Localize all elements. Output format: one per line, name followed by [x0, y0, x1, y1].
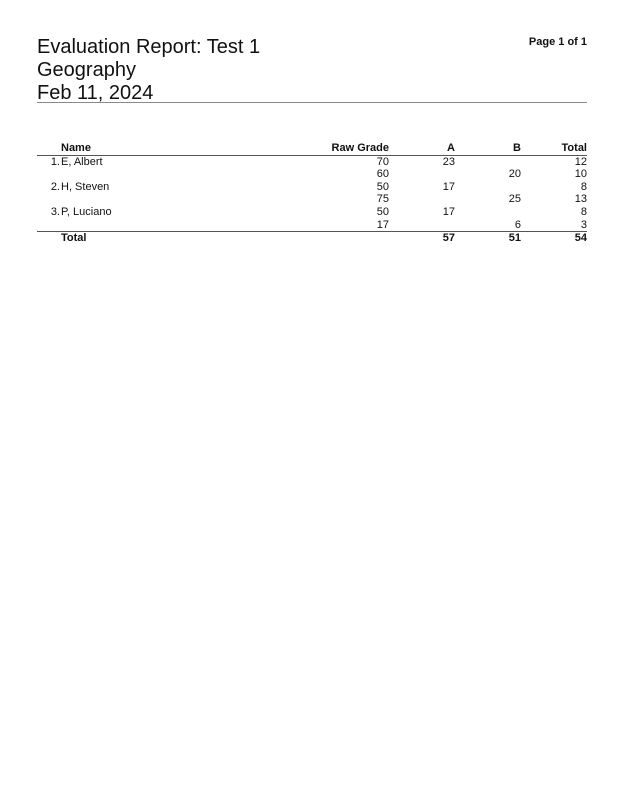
b-cell: 25	[508, 193, 521, 206]
table-row	[37, 155, 587, 168]
report-header	[37, 36, 587, 103]
report-subject: Geography	[37, 59, 136, 81]
column-header-name: Name	[60, 142, 309, 155]
row-number	[37, 168, 60, 181]
a-cell	[389, 219, 455, 232]
row-number: 3.	[50, 205, 60, 218]
raw-grade-cell: 75	[376, 193, 389, 206]
student-name: P, Luciano	[61, 205, 112, 218]
total-cell: 8	[580, 180, 587, 193]
b-cell	[455, 206, 521, 219]
a-cell	[389, 193, 455, 206]
totals-b: 51	[455, 232, 521, 245]
b-cell	[455, 181, 521, 194]
column-header-a: A	[389, 142, 455, 155]
totals-total: 54	[521, 232, 587, 245]
column-header-number	[37, 142, 60, 155]
a-cell: 17	[442, 180, 455, 193]
table-header-row	[37, 142, 587, 155]
column-header-raw-grade: Raw Grade	[309, 142, 389, 155]
row-number	[37, 193, 60, 206]
a-cell	[389, 168, 455, 181]
row-number: 1.	[50, 155, 60, 168]
row-number	[37, 219, 60, 232]
student-name: E, Albert	[61, 155, 103, 168]
total-cell: 3	[580, 218, 587, 231]
page-indicator: Page 1 of 1	[528, 36, 587, 48]
totals-row	[37, 232, 587, 245]
totals-number-cell	[37, 232, 60, 245]
b-cell	[455, 155, 521, 168]
table-row	[37, 168, 587, 181]
student-name	[60, 193, 309, 206]
table-row	[37, 206, 587, 219]
row-number: 2.	[50, 180, 60, 193]
a-cell: 17	[442, 205, 455, 218]
student-name	[60, 168, 309, 181]
student-name	[60, 219, 309, 232]
column-header-total: Total	[521, 142, 587, 155]
raw-grade-cell: 17	[376, 218, 389, 231]
a-cell: 23	[442, 155, 455, 168]
table-row	[37, 181, 587, 194]
raw-grade-cell: 70	[376, 155, 389, 168]
total-cell: 8	[580, 205, 587, 218]
totals-label: Total	[60, 232, 309, 245]
raw-grade-cell: 60	[376, 168, 389, 181]
total-cell: 12	[574, 155, 587, 168]
totals-raw-grade	[309, 232, 389, 245]
total-cell: 10	[574, 168, 587, 181]
student-name: H, Steven	[61, 180, 110, 193]
raw-grade-cell: 50	[376, 180, 389, 193]
report-date: Feb 11, 2024	[37, 82, 154, 104]
table-row	[37, 193, 587, 206]
report-title: Evaluation Report: Test 1	[37, 36, 261, 58]
column-header-b: B	[455, 142, 521, 155]
grades-table	[37, 142, 587, 245]
total-cell: 13	[574, 193, 587, 206]
raw-grade-cell: 50	[376, 205, 389, 218]
totals-a: 57	[389, 232, 455, 245]
b-cell: 6	[514, 218, 521, 231]
table-row	[37, 219, 587, 232]
b-cell: 20	[508, 168, 521, 181]
